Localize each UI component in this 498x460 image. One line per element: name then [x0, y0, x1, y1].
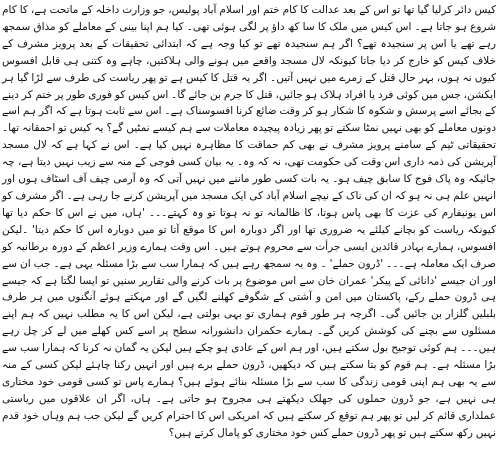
article-body-text: کیس دائر کرلیا گیا تھا تو اس کے بعد عدالت کا کام ختم اور اسلام آباد پولیس، جو وزارت داخلہ کے ماتحت ہے، کا کام شروع ہو جاتا ہے۔ اس کیس میں ملک کا سا کھ داؤ پر لگی ہوئی تھی۔ کیا ہم اپنا بینی کے معاملے کو مذاق سمجھ رہے تھے یا اس پر سنجیدہ تھے؟ اگر ہم سنجیدہ تھے تو کیا وجہ ہے کہ ابتدائی تحقیقات کے بعد پرویز مشرف کے خلاف کیس کو خارج کر دیا جاتا کیونکہ لال مسجد واقعے میں ہونے والی ہلاکتیں، چاہے وہ کتنی ہی قابل افسوس کیوں نہ ہوں، بہر حال قتل کے زمرے میں نہیں آتیں۔ اگر یہ قتل کا کیس ہے تو پھر ریاست کی طرف سے لڑا گیا ہر ایکشن، جس میں کوئی فرد یا افراد ہلاک ہو جائیں، قتل کا جرم بن جائے گا۔ اس کیس کو فوری طور پر ختم کر دینے کے بجائے اسے پرسش و شکوہ کا شکار ہو کر وقت ضائع کرنا افسوسناک ہے۔ اس سے ثابت ہوتا ہے کہ اگر ہم اسے دونوں معاملے کو بھی نہیں نمٹا سکتے تو پھر زیادہ پیچیدہ معاملات سے ہم کیسے نمٹیں گے؟ یہ کیس تو احمقانہ تھا۔ تحقیقاتی ٹیم کے سامنے پرویز مشرف نے بھی کم حماقت کا مظاہرہ نہیں کیا ہے۔ اس نے کہا ہے کہ لال مسجد آپریشن کی ذمہ داری اس وقت کی حکومت تھی، نہ کہ وہ۔ یہ بیان کسی فوجی کے منہ سے زیب نہیں دیتا ہے، چہ جائیکہ وہ پاک فوج کا سابق چیف ہو۔ یہ بات کسی طور ماننے میں نہیں آتی کہ وہ آرمی چیف آف اسٹاف ہوں اور انہیں علم ہی نہ ہو کہ ان کی ناک کے نیچے اسلام آباد کی ایک مسجد میں آپریشن کرنے جا رہی ہے۔ اگر مشرف کو اس یونیفارم کی عزت کا بھی پاس ہوتا، کا ظالمانہ تو نہ ہوتا تو وہ کہتے۔۔۔ 'ہاں، میں نے اس کا حکم دیا تھا کیونکہ ریاست کو بچانے کیلئے یہ ضروری تھا اور اگر دوبارہ اس کا موقع آتا تو میں دوبارہ اس کا حکم دیتا' ۔لیکن افسوس، ہمارے بہادر قائدین ایسی جرأت سے محروم ہوتے ہیں۔ اس وقت ہمارے وزیر اعظم کے دورہ برطانیہ کو صرف ایک معاملہ ہے۔۔۔ 'ڈرون حملے' ۔ وہ یہ سمجھ رہے ہیں کہ ہمارا سب سے بڑا مسئلہ یہی ہے۔ جب ان سے اور ان جیسے 'دانائی کے پیکر' عمران خان سے اس موضوع پر بات کرنے والی تقاریر سنیں تو ایسا لگتا ہے کہ جیسے ہی ڈرون حملے رکے، پاکستان میں امن و آشتی کے شگوفے کھلنے لگیں گے اور مہکتے ہوئے آنگنوں میں ہر طرف بلبلیں گلزار بن جائیں گی۔ اگرچہ ہر طور قوم ہماری تو بہی بولتی ہے، لیکن اس کا یہ مطلب نہیں کہ ہم اپنے مسئلوں سے بچنے کی کوشش کریں گے۔ ہمارے حکمران دانشورانہ سطح پر اسے کس کھلے میں لے کر چل رہے ہیں۔۔۔ ہم کوئی توجیح بول سکتے ہیں، اور ہم اس کے عادی ہو چکے ہیں لیکن یہ گمان نہ کرنا کہ ہمارا سب سے بڑا مسئلہ ہے۔ ہم قوم کو بتا سکتے ہیں کہ دیکھیں، ڈرون حملے برے ہیں اور انہیں رکنا چاہئے لیکن کسی کے منہ سے یہ بھی ہم اپنی قومی زندگی کا سب سے بڑا مسئلہ بنائے ہوئے ہیں؟ ہمارے پاس تو کسی قومی خود مختاری ہی نہیں ہے، جو ڈرون حملوں کی جھلک دیکھتے ہی مجروح ہو جاتی ہے۔ ہاں، اگر ان علاقوں میں ریاستی عملداری قائم کر لیں تو پھر ہم توقع کر سکتے ہیں کہ امریکی اس کا احترام کریں گے لیکن جب ہم وہاں خود قدم نہیں رکھ سکتے ہیں تو پھر ڈرون حملے کس خود مختاری کو پامال کرتے ہیں؟: [2, 4, 496, 439]
